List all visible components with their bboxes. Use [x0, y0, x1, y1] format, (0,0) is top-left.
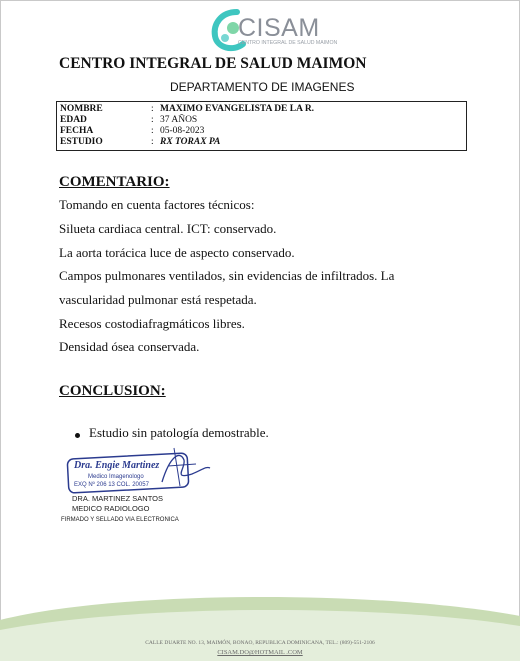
comment-line: Campos pulmonares ventilados, sin evidencias de infiltrados. La	[59, 268, 395, 283]
signature-scribble	[162, 455, 210, 482]
footer-email: CISAM.DO@HOTMAIL .COM	[217, 649, 303, 656]
row-label: NOMBRE	[60, 104, 103, 114]
comment-line: La aorta torácica luce de aspecto conservado.	[59, 245, 295, 260]
conclusion-item: Estudio sin patología demostrable.	[89, 425, 269, 440]
row-label: EDAD	[60, 115, 87, 125]
row-colon: :	[151, 126, 154, 136]
patient-info-box	[56, 101, 467, 151]
logo-subtitle: CENTRO INTEGRAL DE SALUD MAIMON	[238, 40, 338, 46]
row-colon: :	[151, 104, 154, 114]
row-value: MAXIMO EVANGELISTA DE LA R.	[160, 104, 315, 114]
signature-stamp	[62, 446, 212, 496]
signature-note: FIRMADO Y SELLADO VIA ELECTRONICA	[61, 517, 179, 523]
signature-block	[72, 494, 163, 514]
comment-line: Silueta cardiaca central. ICT: conservado.	[59, 221, 277, 236]
doctor-name: DRA. MARTINEZ SANTOS	[72, 494, 163, 503]
comment-heading: COMENTARIO:	[59, 174, 170, 190]
department-title: DEPARTAMENTO DE IMAGENES	[170, 80, 355, 94]
doctor-role: MEDICO RADIOLOGO	[72, 504, 150, 513]
center-title: CENTRO INTEGRAL DE SALUD MAIMON	[59, 55, 367, 72]
comment-line: Densidad ósea conservada.	[59, 339, 200, 354]
comment-line: vascularidad pulmonar está respetada.	[59, 292, 257, 307]
stamp-role: Medico Imagenologo	[88, 474, 144, 480]
row-value: RX TORAX PA	[160, 137, 221, 147]
stamp-exq: EXQ Nº 206 13 COL. 20057	[74, 482, 149, 488]
comment-line: Tomando en cuenta factores técnicos:	[59, 197, 255, 212]
row-value: 05-08-2023	[160, 126, 205, 136]
row-value: 37 AÑOS	[160, 115, 198, 125]
comment-line: Recesos costodiafragmáticos libres.	[59, 316, 245, 331]
conclusion-heading: CONCLUSION:	[59, 383, 166, 399]
footer-address: CALLE DUARTE NO. 13, MAIMÓN, BONAO, REPUBLICA DOMINICANA, TEL.: (809)-551-2106	[145, 640, 375, 646]
bullet-icon	[75, 433, 80, 438]
row-colon: :	[151, 137, 154, 147]
row-colon: :	[151, 115, 154, 125]
row-label: FECHA	[60, 126, 94, 136]
logo-name: CISAM	[238, 14, 320, 42]
row-label: ESTUDIO	[60, 137, 103, 147]
stamp-name: Dra. Engie Martinez	[74, 460, 160, 471]
